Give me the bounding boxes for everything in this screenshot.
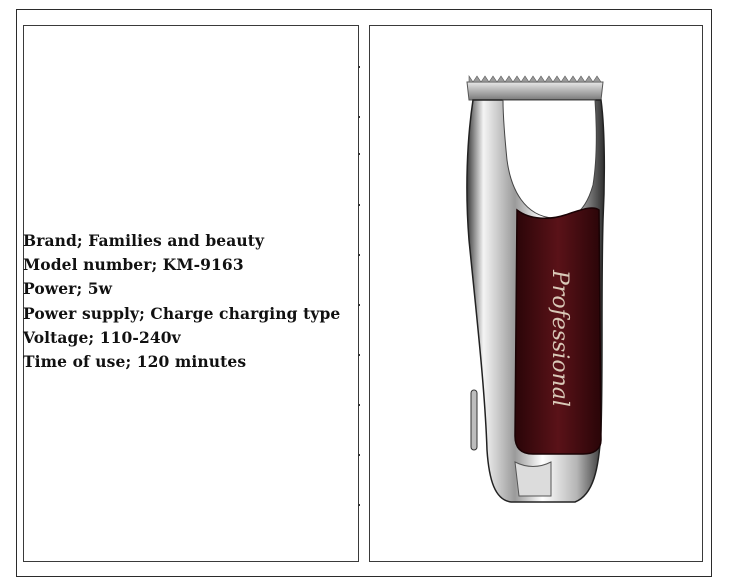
- tick-mark: [358, 116, 360, 118]
- tick-mark: [358, 66, 360, 68]
- spec-time-of-use: Time of use; 120 minutes: [23, 352, 247, 372]
- blade: [467, 76, 603, 100]
- spec-voltage: Voltage; 110-240v: [23, 327, 181, 347]
- product-label: Professional: [547, 270, 572, 407]
- spec-brand: Brand; Families and beauty: [23, 231, 265, 250]
- spec-list: [23, 229, 340, 374]
- tick-mark: [358, 404, 360, 406]
- tick-mark: [358, 254, 360, 256]
- hair-clipper-image: [455, 70, 615, 510]
- spec-power: Power; 5w: [23, 279, 113, 299]
- tick-mark: [358, 504, 360, 506]
- spec-model-number: Model number; KM-9163: [23, 255, 244, 275]
- tick-mark: [358, 153, 360, 155]
- power-switch: [471, 390, 477, 450]
- clipper-base: [515, 462, 551, 496]
- tick-mark: [358, 454, 360, 456]
- tick-mark: [358, 304, 360, 306]
- tick-mark: [358, 354, 360, 356]
- spec-power-supply: Power supply; Charge charging type: [23, 303, 341, 323]
- tick-mark: [358, 204, 360, 206]
